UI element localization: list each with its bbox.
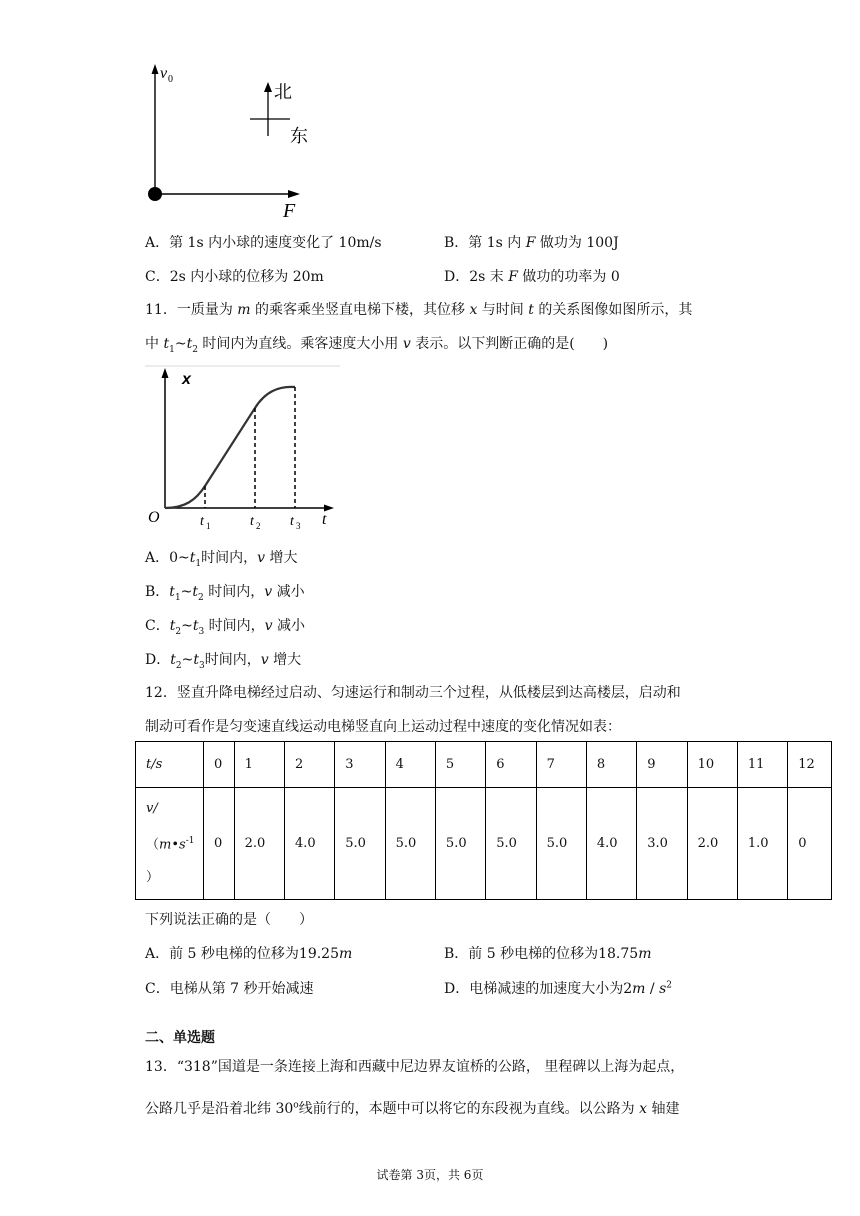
page-footer: 试卷第 3页，共 6页 — [376, 1168, 484, 1182]
q13-l2c: 轴建 — [647, 1101, 680, 1117]
q11-l1-m: m — [237, 302, 251, 318]
time-cell: 8 — [586, 742, 636, 788]
q11-c-ta: t — [169, 618, 176, 634]
xt-y-label: x — [182, 371, 191, 388]
q10-b-pre: B．第 1s 内 — [444, 235, 526, 251]
time-cell: 9 — [637, 742, 687, 788]
q10-option-c[interactable]: C．2s 内小球的位移为 20m — [145, 269, 324, 285]
speed-cell: 5.0 — [385, 788, 435, 900]
q12-a-val: 19.25 — [298, 946, 340, 962]
q11-b-prefix: B． — [145, 584, 170, 600]
q11-c-mid: 时间内， — [204, 618, 265, 634]
q11-d-v: v — [260, 652, 269, 668]
time-cell: 10 — [687, 742, 737, 788]
speed-cell: 2.0 — [234, 788, 284, 900]
q12-a-unit: m — [339, 946, 353, 962]
q12-question: 下列说法正确的是（ ） — [145, 912, 313, 928]
q11-l2-s2: 2 — [192, 344, 198, 355]
q12-d-unit: m — [632, 981, 646, 997]
q11-l2-t2: t — [186, 336, 193, 352]
q11-l2-sep: ~ — [174, 336, 187, 352]
xt-t1-label: t — [200, 514, 204, 529]
v0-sub: 0 — [168, 74, 173, 85]
q12-b-val: 18.75 — [598, 946, 639, 962]
speed-row — [136, 788, 832, 900]
time-cell: 2 — [284, 742, 334, 788]
q12-a-pre: A．前 5 秒电梯的位移为 — [145, 946, 299, 962]
speed-cell: 5.0 — [435, 788, 485, 900]
q11-l2-t1: t — [163, 336, 170, 352]
speed-cell: 5.0 — [536, 788, 586, 900]
speed-cell: 1.0 — [737, 788, 787, 900]
q12-d-slash: / — [645, 981, 660, 997]
q10-option-b[interactable] — [444, 232, 619, 252]
speed-cell: 0 — [204, 788, 235, 900]
q11-l2-s1: 1 — [169, 344, 175, 355]
q11-stem-line1 — [145, 299, 692, 319]
speed-cell: 3.0 — [637, 788, 687, 900]
q13-line2 — [145, 1098, 680, 1118]
q11-d-suffix: 增大 — [268, 652, 302, 668]
speed-header: v/ （$m•s^{-1}$ ） — [136, 788, 204, 900]
time-header: t/s — [136, 742, 204, 788]
q11-d-sb: 3 — [198, 660, 205, 671]
q10-b-post: 做功为 100J — [535, 235, 619, 251]
q10-d-pre: D．2s 末 — [444, 269, 509, 285]
q10-d-var: F — [508, 269, 518, 285]
q11-l1b: 的乘客乘坐竖直电梯下楼，其位移 — [250, 302, 470, 318]
q12-d-pre: D．电梯减速的加速度大小为 — [444, 981, 624, 997]
q11-a-suffix: 增大 — [265, 550, 298, 566]
q11-d-sa: 2 — [175, 660, 182, 671]
time-cell: 6 — [486, 742, 536, 788]
q11-d-prefix: D． — [145, 652, 171, 668]
xt-graph — [140, 362, 350, 534]
time-cell: 4 — [385, 742, 435, 788]
q11-c-suffix: 减小 — [272, 618, 306, 634]
q11-c-sb: 3 — [198, 626, 205, 637]
q11-c-sa: 2 — [175, 626, 182, 637]
q11-option-d[interactable]: D．$t_2\sim t_3$时间内，v 增大 — [145, 652, 302, 671]
force-label: F — [283, 200, 296, 222]
q11-d-tb: t — [193, 652, 199, 668]
xt-t3-sub: 3 — [296, 521, 301, 531]
q11-l1a: 11．一质量为 — [145, 302, 238, 318]
q13-l2-x: x — [639, 1101, 648, 1117]
q12-stem-line2: 制动可看作是匀变速直线运动电梯竖直向上运动过程中速度的变化情况如表： — [145, 719, 621, 735]
v0-label: v — [160, 65, 168, 82]
q12-d-val: 2 — [623, 981, 633, 997]
q11-b-mid: 时间内， — [203, 584, 265, 600]
ball-dot — [148, 187, 162, 201]
q11-l2-v: v — [402, 336, 411, 352]
q11-b-v: v — [264, 584, 273, 600]
speed-cell: 4.0 — [284, 788, 334, 900]
xt-x-label: t — [322, 511, 327, 528]
time-cell: 7 — [536, 742, 586, 788]
q12-b-unit: m — [638, 946, 652, 962]
q11-l1-x: x — [469, 302, 478, 318]
q11-b-sa: 1 — [174, 592, 181, 603]
q11-b-suffix: 减小 — [272, 584, 305, 600]
q13-degree: o — [293, 1100, 299, 1111]
time-cell: 5 — [435, 742, 485, 788]
q13-line1: 13．“318”国道是一条连接上海和西藏中尼边界友谊桥的公路， 里程碑以上海为起点， — [145, 1059, 685, 1075]
xt-t1-sub: 1 — [206, 521, 211, 531]
q11-b-ta: t — [169, 584, 175, 600]
xt-t2-sub: 2 — [256, 521, 261, 531]
xt-t3-label: t — [290, 514, 294, 529]
q11-c-tb: t — [192, 618, 199, 634]
q11-d-mid: 时间内， — [204, 652, 261, 668]
velocity-table — [135, 741, 832, 900]
xt-origin-label: O — [148, 509, 160, 526]
speed-cell: 5.0 — [335, 788, 385, 900]
q13-l2a: 公路几乎是沿着北纬 30 — [145, 1101, 294, 1117]
xt-t2-label: t — [250, 514, 254, 529]
time-cell: 3 — [335, 742, 385, 788]
q12-option-d[interactable] — [444, 978, 672, 998]
time-cell: 1 — [234, 742, 284, 788]
q11-l2b: 时间内为直线。乘客速度大小用 — [197, 336, 403, 352]
q12-option-a[interactable] — [145, 943, 352, 963]
q11-l2c: 表示。以下判断正确的是( ) — [410, 336, 609, 352]
q11-option-c[interactable]: C．$t_2\sim t_3$ 时间内，v 减小 — [145, 618, 306, 637]
q10-d-post: 做功的功率为 0 — [517, 269, 620, 285]
q11-l1-t: t — [528, 302, 534, 318]
q11-l2a: 中 — [145, 336, 164, 352]
section-heading: 二、单选题 — [145, 1030, 215, 1046]
time-cell: 12 — [788, 742, 832, 788]
q11-c-v: v — [264, 618, 273, 634]
force-diagram — [140, 60, 330, 225]
q11-l1c: 与时间 — [477, 302, 529, 318]
q11-a-prefix: A．0~ — [145, 550, 190, 566]
q11-option-a[interactable] — [145, 547, 298, 569]
q12-d-s: s — [659, 981, 667, 997]
time-cell: 11 — [737, 742, 787, 788]
q12-b-pre: B．前 5 秒电梯的位移为 — [444, 946, 599, 962]
north-label: 北 — [274, 82, 292, 103]
q11-d-ta: t — [170, 652, 176, 668]
q11-b-tb: t — [192, 584, 199, 600]
q11-l1d: 的关系图像如图所示，其 — [533, 302, 693, 318]
q10-option-d[interactable] — [444, 266, 620, 286]
q11-c-prefix: C． — [145, 618, 170, 634]
q11-b-sb: 2 — [198, 592, 204, 603]
speed-cell: 0 — [788, 788, 832, 900]
q11-stem-line2 — [145, 333, 608, 355]
time-cell: 0 — [204, 742, 235, 788]
q12-option-b[interactable] — [444, 943, 651, 963]
xt-curve — [165, 387, 295, 508]
speed-cell: 2.0 — [687, 788, 737, 900]
speed-cell: 4.0 — [586, 788, 636, 900]
q11-a-ta: t — [189, 550, 196, 566]
q12-option-c[interactable]: C．电梯从第 7 秒开始减速 — [145, 981, 314, 997]
q13-l2b: 线前行的，本题中可以将它的东段视为直线。以公路为 — [298, 1101, 640, 1117]
q12-stem-line1: 12．竖直升降电梯经过启动、匀速运行和制动三个过程，从低楼层到达高楼层，启动和 — [145, 685, 681, 701]
q10-b-var: F — [525, 235, 536, 251]
q12-d-exp: 2 — [666, 980, 672, 991]
east-label: 东 — [290, 126, 308, 147]
q11-a-sa: 1 — [195, 558, 202, 569]
q10-option-a[interactable]: A．第 1s 内小球的速度变化了 10m/s — [145, 235, 382, 251]
q11-a-v: v — [257, 550, 266, 566]
speed-cell: 5.0 — [486, 788, 536, 900]
time-row — [136, 742, 832, 788]
q11-a-mid: 时间内， — [201, 550, 258, 566]
q11-option-b[interactable]: B．$t_1\sim t_2$ 时间内，v 减小 — [145, 584, 305, 603]
